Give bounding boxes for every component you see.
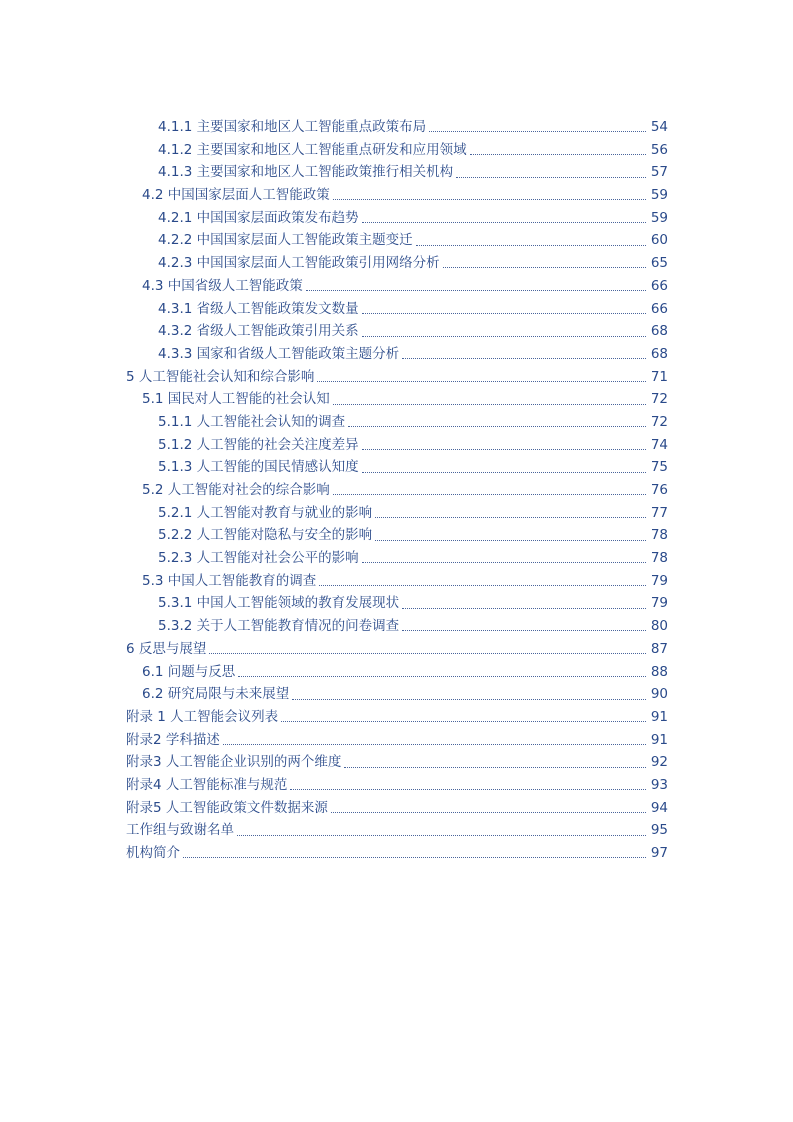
toc-entry-page-number: 59 <box>650 209 668 226</box>
dot-leader <box>344 766 646 768</box>
toc-entry-page-number: 90 <box>650 686 668 703</box>
dot-leader <box>362 561 646 563</box>
toc-entry-title: 4.2 中国国家层面人工智能政策 <box>142 187 330 204</box>
toc-entry[interactable] <box>0 116 668 139</box>
toc-entry-page-number: 74 <box>650 436 668 453</box>
toc-entry-title: 6 反思与展望 <box>126 640 207 657</box>
toc-entry-title: 附录5 人工智能政策文件数据来源 <box>126 799 328 816</box>
toc-entry-title: 5.2 人工智能对社会的综合影响 <box>142 482 330 498</box>
dot-leader <box>333 493 646 495</box>
toc-entry[interactable] <box>0 275 668 298</box>
toc-entry-page-number: 72 <box>650 413 668 430</box>
toc-entry-title: 附录 1 人工智能会议列表 <box>126 708 279 725</box>
toc-entry[interactable] <box>0 524 668 547</box>
dot-leader <box>306 289 646 291</box>
toc-entry-page-number: 79 <box>650 572 668 589</box>
toc-entry[interactable] <box>0 434 668 457</box>
toc-entry[interactable] <box>0 366 668 389</box>
dot-leader <box>443 266 646 268</box>
toc-entry[interactable] <box>0 479 668 502</box>
dot-leader <box>375 539 646 541</box>
dot-leader <box>237 834 646 836</box>
toc-entry-page-number: 87 <box>650 640 668 657</box>
toc-entry-title: 5.2.3 人工智能对社会公平的影响 <box>158 550 359 567</box>
toc-entry-page-number: 68 <box>650 323 668 340</box>
dot-leader <box>333 403 646 405</box>
toc-entry-page-number: 95 <box>650 822 668 839</box>
table-of-contents <box>0 116 793 865</box>
toc-entry-title: 5.1.3 人工智能的国民情感认知度 <box>158 459 359 476</box>
toc-entry-page-number: 78 <box>650 550 668 567</box>
dot-leader <box>238 675 646 677</box>
toc-entry-title: 5.3.2 关于人工智能教育情况的问卷调查 <box>158 618 400 635</box>
toc-entry-page-number: 93 <box>650 776 668 793</box>
toc-entry[interactable] <box>0 388 668 411</box>
dot-leader <box>209 652 646 654</box>
toc-entry[interactable] <box>0 797 668 820</box>
toc-entry[interactable] <box>0 229 668 252</box>
toc-entry-title: 4.2.1 中国国家层面政策发布趋势 <box>158 209 359 226</box>
dot-leader <box>470 153 646 155</box>
toc-entry-page-number: 59 <box>650 187 668 204</box>
toc-entry[interactable] <box>0 298 668 321</box>
toc-entry-title: 6.1 问题与反思 <box>142 663 236 680</box>
toc-entry-title: 4.3.1 省级人工智能政策发文数量 <box>158 300 359 317</box>
toc-entry-title: 4.2.2 中国国家层面人工智能政策主题变迁 <box>158 232 413 249</box>
toc-entry[interactable] <box>0 184 668 207</box>
toc-entry-title: 附录4 人工智能标准与规范 <box>126 776 288 793</box>
dot-leader <box>333 198 646 200</box>
dot-leader <box>429 130 646 132</box>
toc-entry[interactable] <box>0 819 668 842</box>
toc-entry-title: 5.3 中国人工智能教育的调查 <box>142 572 317 589</box>
dot-leader <box>223 743 646 745</box>
toc-entry-title: 4.3 中国省级人工智能政策 <box>142 277 303 294</box>
toc-entry[interactable] <box>0 502 668 525</box>
dot-leader <box>348 425 646 427</box>
toc-entry-page-number: 78 <box>650 527 668 544</box>
toc-entry[interactable] <box>0 411 668 434</box>
dot-leader <box>290 788 646 790</box>
toc-entry-title: 4.2.3 中国国家层面人工智能政策引用网络分析 <box>158 255 440 272</box>
toc-entry-title: 5.1 国民对人工智能的社会认知 <box>142 391 330 408</box>
toc-entry[interactable] <box>0 661 668 684</box>
toc-entry-page-number: 72 <box>650 391 668 408</box>
toc-entry[interactable] <box>0 615 668 638</box>
toc-entry[interactable] <box>0 161 668 184</box>
toc-entry-page-number: 71 <box>650 368 668 385</box>
dot-leader <box>402 629 646 631</box>
toc-entry[interactable] <box>0 706 668 729</box>
dot-leader <box>362 335 646 337</box>
toc-entry-title: 4.1.1 主要国家和地区人工智能重点政策布局 <box>158 119 427 135</box>
toc-entry-title: 5.2.1 人工智能对教育与就业的影响 <box>158 504 373 521</box>
toc-entry-title: 5.1.1 人工智能社会认知的调查 <box>158 413 346 430</box>
dot-leader <box>281 720 646 722</box>
toc-entry-title: 4.3.3 国家和省级人工智能政策主题分析 <box>158 345 400 362</box>
toc-entry-page-number: 60 <box>650 232 668 249</box>
toc-entry[interactable] <box>0 729 668 752</box>
toc-entry-page-number: 88 <box>650 663 668 680</box>
toc-entry-page-number: 75 <box>650 459 668 476</box>
toc-entry-page-number: 79 <box>650 595 668 612</box>
dot-leader <box>183 856 646 858</box>
toc-entry-page-number: 91 <box>650 731 668 748</box>
toc-entry[interactable] <box>0 343 668 366</box>
toc-entry-title: 4.1.2 主要国家和地区人工智能重点研发和应用领域 <box>158 141 467 158</box>
toc-entry-title: 附录2 学科描述 <box>126 731 220 748</box>
toc-entry-title: 5 人工智能社会认知和综合影响 <box>126 368 315 385</box>
toc-entry-page-number: 65 <box>650 255 668 272</box>
toc-entry-title: 工作组与致谢名单 <box>126 822 234 839</box>
toc-entry[interactable] <box>0 683 668 706</box>
dot-leader <box>402 607 646 609</box>
toc-entry[interactable] <box>0 547 668 570</box>
dot-leader <box>319 584 646 586</box>
toc-entry-title: 6.2 研究局限与未来展望 <box>142 686 290 703</box>
toc-entry-page-number: 66 <box>650 300 668 317</box>
toc-entry-page-number: 80 <box>650 618 668 635</box>
toc-entry-title: 4.3.2 省级人工智能政策引用关系 <box>158 323 359 340</box>
toc-entry-page-number: 94 <box>650 799 668 816</box>
toc-entry[interactable] <box>0 638 668 661</box>
toc-entry-page-number: 97 <box>650 845 668 861</box>
toc-entry-page-number: 76 <box>650 482 668 498</box>
dot-leader <box>362 448 646 450</box>
toc-entry-page-number: 56 <box>650 141 668 158</box>
toc-entry[interactable] <box>0 456 668 479</box>
toc-entry-page-number: 92 <box>650 754 668 771</box>
toc-entry-page-number: 66 <box>650 277 668 294</box>
dot-leader <box>362 471 646 473</box>
toc-entry[interactable] <box>0 320 668 343</box>
toc-entry-page-number: 91 <box>650 708 668 725</box>
toc-entry-title: 5.2.2 人工智能对隐私与安全的影响 <box>158 527 373 544</box>
toc-entry[interactable] <box>0 207 668 230</box>
toc-entry-page-number: 54 <box>650 119 668 135</box>
toc-entry[interactable] <box>0 842 668 865</box>
dot-leader <box>317 380 646 382</box>
toc-entry-page-number: 77 <box>650 504 668 521</box>
toc-entry-page-number: 57 <box>650 164 668 181</box>
toc-entry-title: 5.3.1 中国人工智能领域的教育发展现状 <box>158 595 400 612</box>
toc-entry[interactable] <box>0 592 668 615</box>
toc-entry[interactable] <box>0 139 668 162</box>
dot-leader <box>362 312 646 314</box>
toc-entry-page-number: 68 <box>650 345 668 362</box>
dot-leader <box>375 516 646 518</box>
toc-entry[interactable] <box>0 751 668 774</box>
toc-entry-title: 4.1.3 主要国家和地区人工智能政策推行相关机构 <box>158 164 454 181</box>
toc-entry-title: 机构简介 <box>126 845 180 861</box>
toc-entry-title: 附录3 人工智能企业识别的两个维度 <box>126 754 342 771</box>
dot-leader <box>292 698 646 700</box>
toc-entry[interactable] <box>0 570 668 593</box>
toc-entry[interactable] <box>0 252 668 275</box>
dot-leader <box>362 221 646 223</box>
dot-leader <box>402 357 646 359</box>
toc-entry[interactable] <box>0 774 668 797</box>
dot-leader <box>331 811 646 813</box>
dot-leader <box>456 176 646 178</box>
toc-entry-title: 5.1.2 人工智能的社会关注度差异 <box>158 436 359 453</box>
dot-leader <box>416 244 646 246</box>
